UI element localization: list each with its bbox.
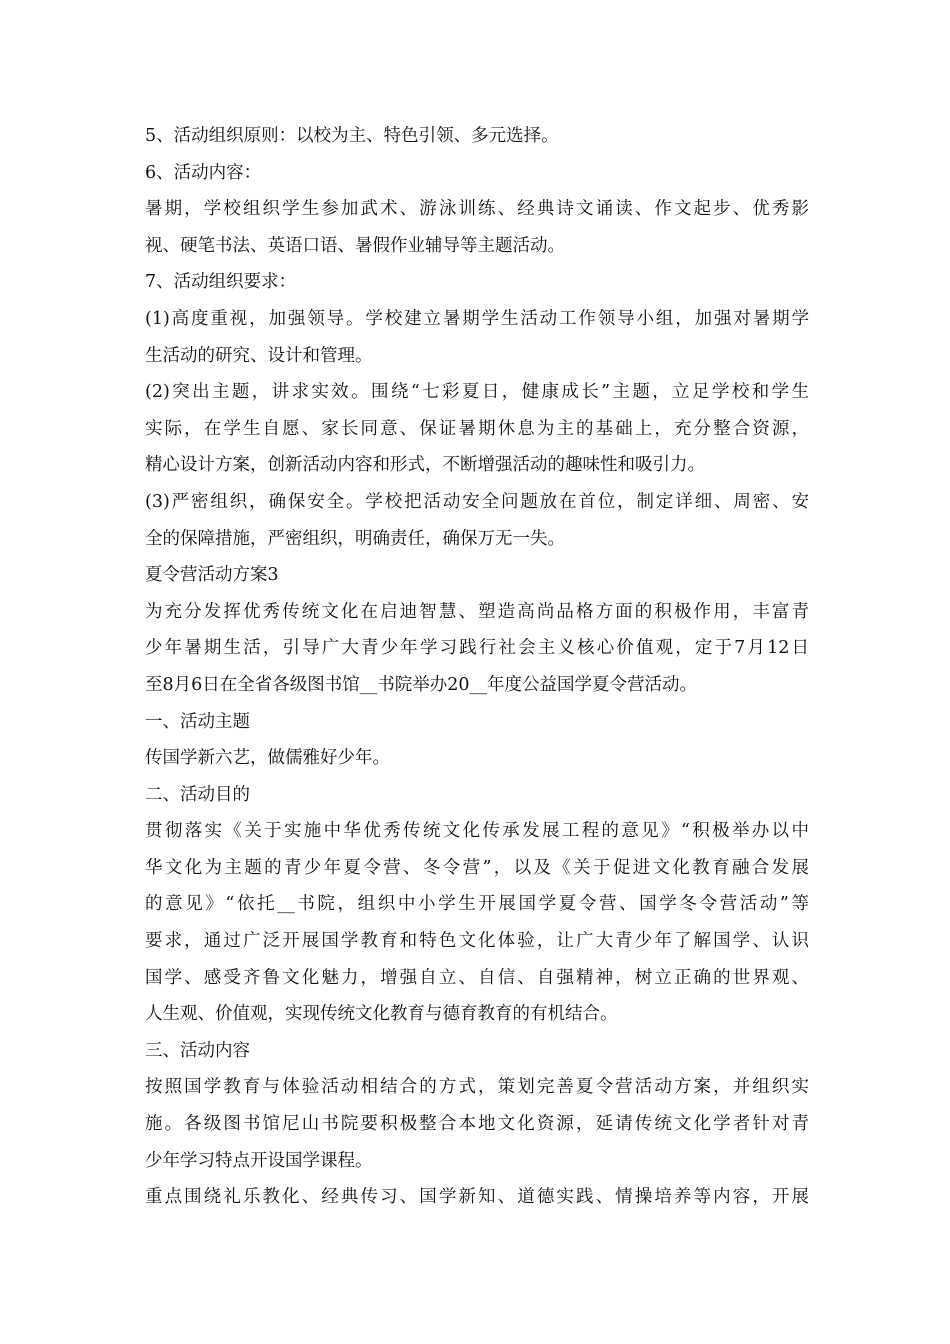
text-line: 人生观、价值观，实现传统文化教育与德育教育的有机结合。 — [145, 1004, 618, 1025]
section-heading: 夏令营活动方案3 — [145, 565, 279, 586]
section-heading: 二、活动目的 — [145, 784, 250, 805]
document-body — [145, 118, 809, 1216]
text-line: 暑期，学校组织学生参加武术、游泳训练、经典诗文诵读、作文起步、优秀影 — [145, 199, 809, 220]
text-line: 施。各级图书馆尼山书院要积极整合本地文化资源，延请传统文化学者针对青 — [145, 1114, 809, 1135]
section-heading: 三、活动内容 — [145, 1040, 250, 1061]
text-line: 为充分发挥优秀传统文化在启迪智慧、塑造高尚品格方面的积极作用，丰富青 — [145, 601, 809, 622]
text-line: 的意见》“依托__书院，组织中小学生开展国学夏令营、国学冬令营活动”等 — [145, 894, 809, 915]
text-line: 华文化为主题的青少年夏令营、冬令营”，以及《关于促进文化教育融合发展 — [145, 857, 809, 878]
text-line: 视、硬笔书法、英语口语、暑假作业辅导等主题活动。 — [145, 235, 565, 256]
text-line: 传国学新六艺，做儒雅好少年。 — [145, 748, 390, 769]
text-line: (3)严密组织，确保安全。学校把活动安全问题放在首位，制定详细、周密、安 — [145, 491, 809, 512]
text-line: 精心设计方案，创新活动内容和形式，不断增强活动的趣味性和吸引力。 — [145, 455, 705, 476]
text-line: 生活动的研究、设计和管理。 — [145, 345, 373, 366]
text-line: 至8月6日在全省各级图书馆__书院举办20__年度公益国学夏令营活动。 — [145, 674, 698, 695]
section-heading: 一、活动主题 — [145, 711, 250, 732]
text-line: 少年暑期生活，引导广大青少年学习践行社会主义核心价值观，定于7月12日 — [145, 638, 809, 659]
text-line: (1)高度重视，加强领导。学校建立暑期学生活动工作领导小组，加强对暑期学 — [145, 308, 809, 329]
text-line: 实际，在学生自愿、家长同意、保证暑期休息为主的基础上，充分整合资源， — [145, 418, 809, 439]
text-line: 重点围绕礼乐教化、经典传习、国学新知、道德实践、情操培养等内容，开展 — [145, 1187, 809, 1208]
text-line: 贯彻落实《关于实施中华优秀传统文化传承发展工程的意见》“积极举办以中 — [145, 821, 809, 842]
text-line: 5、活动组织原则：以校为主、特色引领、多元选择。 — [145, 126, 559, 146]
text-line: 6、活动内容： — [145, 162, 262, 183]
text-line: 少年学习特点开设国学课程。 — [145, 1150, 373, 1171]
text-line: 7、活动组织要求： — [145, 272, 297, 293]
text-line: 要求，通过广泛开展国学教育和特色文化体验，让广大青少年了解国学、认识 — [145, 931, 809, 952]
text-line: 全的保障措施，严密组织，明确责任，确保万无一失。 — [145, 528, 565, 549]
text-line: (2)突出主题，讲求实效。围绕“七彩夏日，健康成长”主题，立足学校和学生 — [145, 382, 809, 403]
text-line: 按照国学教育与体验活动相结合的方式，策划完善夏令营活动方案，并组织实 — [145, 1077, 809, 1098]
text-line: 国学、感受齐鲁文化魅力，增强自立、自信、自强精神，树立正确的世界观、 — [145, 967, 809, 988]
